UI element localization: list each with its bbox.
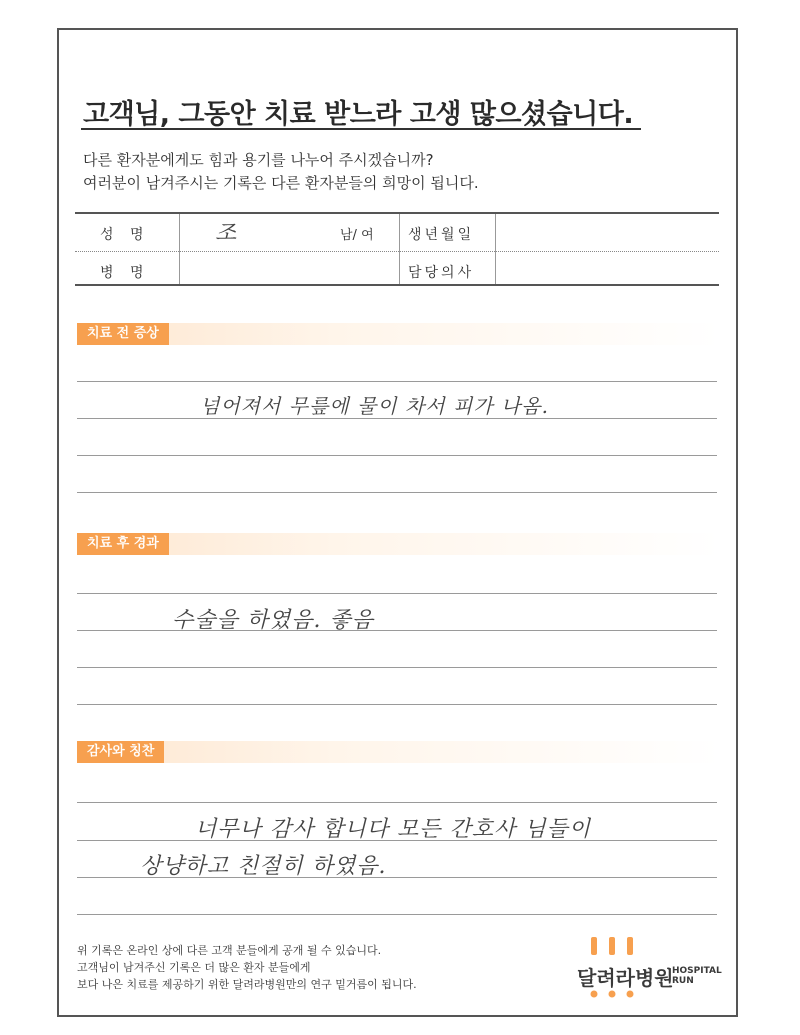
logo-dots-icon bbox=[585, 988, 645, 1000]
writing-line bbox=[77, 492, 717, 493]
section-header-thanks: 감사와 칭찬 bbox=[77, 741, 164, 763]
writing-line bbox=[77, 455, 717, 456]
before-text[interactable]: 넘어져서 무릎에 물이 차서 피가 나옴. bbox=[200, 394, 549, 418]
logo-en-line-2: RUN bbox=[672, 976, 694, 986]
logo-en bbox=[672, 966, 722, 986]
name-value[interactable]: 조 bbox=[215, 221, 238, 246]
intro-line-1: 다른 환자분에게도 힘과 용기를 나누어 주시겠습니까? bbox=[83, 151, 434, 169]
info-row-name bbox=[75, 214, 719, 249]
info-table bbox=[75, 212, 719, 286]
birth-label: 생년월일 bbox=[408, 227, 475, 243]
intro-line-2: 여러분이 남겨주시는 기록은 다른 환자분들의 희망이 됩니다. bbox=[83, 174, 479, 192]
writing-line bbox=[77, 704, 717, 705]
writing-line bbox=[77, 667, 717, 668]
info-row-disease bbox=[75, 251, 719, 287]
section-band bbox=[77, 323, 720, 345]
doctor-label: 담당의사 bbox=[408, 265, 475, 281]
section-header-after: 치료 후 경과 bbox=[77, 533, 169, 555]
logo-name: 달려라병원 bbox=[577, 966, 674, 990]
disease-label: 병 명 bbox=[100, 265, 150, 281]
thanks-line-1[interactable]: 너무나 감사 합니다 모든 간호사 님들이 bbox=[195, 817, 591, 842]
thanks-line-2[interactable]: 상냥하고 친절히 하였음. bbox=[140, 854, 387, 879]
title-underline bbox=[81, 128, 641, 130]
gender-option[interactable]: 남/ 여 bbox=[340, 228, 374, 243]
section-band bbox=[77, 533, 720, 555]
footer-line-2: 고객님이 남겨주신 기록은 더 많은 환자 분들에게 bbox=[77, 961, 311, 974]
logo-en-line-1: HOSPITAL bbox=[672, 966, 722, 976]
section-band bbox=[77, 741, 720, 763]
after-text[interactable]: 수술을 하였음. 좋음 bbox=[172, 608, 374, 633]
section-header-before: 치료 전 증상 bbox=[77, 323, 169, 345]
writing-line bbox=[77, 914, 717, 915]
logo-exclamation-icon bbox=[585, 935, 645, 965]
footer-line-3: 보다 나은 치료를 제공하기 위한 달려라병원만의 연구 밑거름이 됩니다. bbox=[77, 978, 417, 991]
writing-line bbox=[77, 593, 717, 594]
footer-line-1: 위 기록은 온라인 상에 다른 고객 분들에게 공개 될 수 있습니다. bbox=[77, 944, 382, 957]
writing-line bbox=[77, 381, 717, 382]
page-title: 고객님, 그동안 치료 받느라 고생 많으셨습니다. bbox=[83, 99, 634, 130]
name-label: 성 명 bbox=[100, 227, 150, 243]
writing-line bbox=[77, 802, 717, 803]
